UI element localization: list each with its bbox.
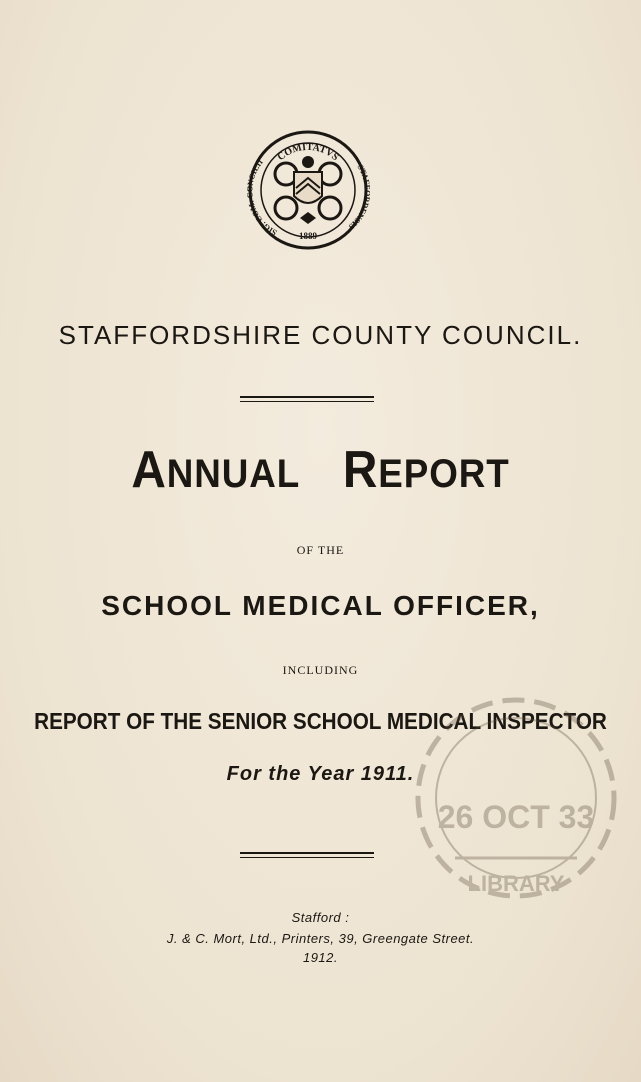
seal-right-text: STA DENSIS — [346, 162, 370, 232]
svg-text:STAFFORDENSIS — [347, 163, 370, 232]
county-seal — [246, 126, 370, 254]
library-stamp-mark — [405, 688, 627, 906]
divider-rule-top — [240, 396, 374, 402]
title-initial-a: A — [131, 441, 167, 499]
of-the-text: OF THE — [296, 543, 345, 557]
imprint-place: Stafford : — [291, 910, 350, 925]
title-initial-r: R — [342, 441, 379, 499]
divider-rule-bottom — [240, 852, 374, 858]
document-title — [26, 440, 616, 500]
seal-left-text: SIG: COM: CONCILII — [246, 157, 279, 238]
stamp-date: 26 OCT 33 — [437, 799, 595, 835]
imprint-printer: J. & C. Mort, Ltd., Printers, 39, Greengate Street. — [166, 931, 475, 946]
title-word-report: EPORT — [378, 452, 510, 496]
including-text: INCLUDING — [282, 663, 359, 677]
stamp-label: LIBRARY — [467, 871, 565, 896]
council-name: STAFFORDSHIRE COUNTY COUNCIL. — [58, 320, 583, 350]
library-stamp — [405, 688, 627, 906]
officer-heading: SCHOOL MEDICAL OFFICER, — [101, 590, 540, 621]
imprint-year: 1912. — [302, 950, 339, 965]
seal-top-text: COMITATVS — [275, 141, 341, 164]
title-word-annual: NNUAL — [166, 452, 301, 496]
county-seal-emblem — [246, 126, 370, 254]
year-line: For the Year 1911. — [226, 763, 415, 785]
inspector-report-heading: REPORT OF THE SENIOR SCHOOL MEDICAL INSPECTOR — [34, 708, 607, 734]
seal-year: 1889 — [299, 231, 317, 241]
